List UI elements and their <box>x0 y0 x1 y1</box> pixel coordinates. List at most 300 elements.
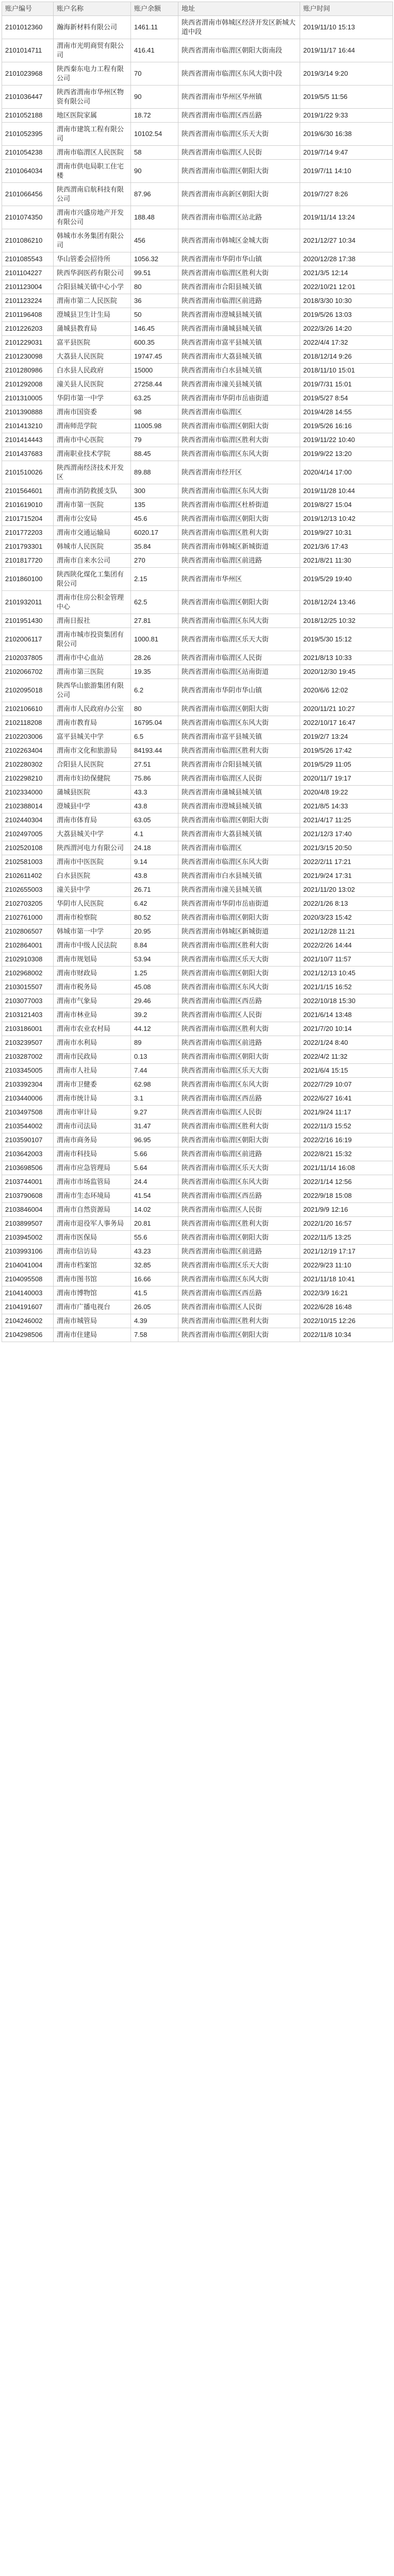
cell-time: 2021/9/24 11:17 <box>300 1106 393 1120</box>
cell-time: 2021/12/28 11:21 <box>300 925 393 939</box>
table-row <box>2 1300 393 1314</box>
cell-time: 2022/1/26 8:13 <box>300 897 393 911</box>
cell-time: 2019/4/28 14:55 <box>300 405 393 419</box>
cell-account-name: 渭南市民政局 <box>54 1050 131 1064</box>
cell-address: 陕西省渭南市临渭区乐天大街 <box>178 1259 300 1273</box>
cell-account-name: 渭南市住建局 <box>54 1328 131 1342</box>
cell-account-id: 2103846004 <box>2 1203 54 1217</box>
cell-account-name: 渭南市消防救援支队 <box>54 484 131 498</box>
table-row <box>2 252 393 266</box>
cell-balance: 39.2 <box>131 1008 178 1022</box>
table-row <box>2 498 393 512</box>
cell-time: 2022/3/26 14:20 <box>300 322 393 336</box>
cell-account-name: 潼关县中学 <box>54 883 131 897</box>
cell-address: 陕西省渭南市临渭区朝阳大街 <box>178 814 300 827</box>
cell-time: 2021/8/13 10:33 <box>300 651 393 665</box>
cell-time: 2020/6/6 12:02 <box>300 679 393 702</box>
cell-address: 陕西省渭南市临渭区人民街 <box>178 651 300 665</box>
cell-account-name: 渭南市中医医院 <box>54 855 131 869</box>
cell-account-name: 蒲城县医院 <box>54 786 131 800</box>
table-row <box>2 1161 393 1175</box>
cell-address: 陕西省渭南市临渭区朝阳大街 <box>178 591 300 614</box>
cell-balance: 45.6 <box>131 512 178 526</box>
cell-address: 陕西省渭南市经开区 <box>178 461 300 484</box>
cell-address: 陕西省渭南市临渭区乐天大街 <box>178 1064 300 1078</box>
cell-time: 2022/1/14 12:56 <box>300 1175 393 1189</box>
cell-address: 陕西省渭南市临渭区胜利大街 <box>178 939 300 953</box>
table-row <box>2 160 393 183</box>
cell-time: 2019/11/10 15:13 <box>300 16 393 39</box>
table-row <box>2 1217 393 1231</box>
cell-account-id: 2101390888 <box>2 405 54 419</box>
table-row <box>2 109 393 123</box>
cell-balance: 80.52 <box>131 911 178 925</box>
cell-account-id: 2101054238 <box>2 146 54 160</box>
cell-account-id: 2103287002 <box>2 1050 54 1064</box>
cell-account-name: 渭南市规划局 <box>54 953 131 967</box>
cell-balance: 135 <box>131 498 178 512</box>
cell-balance: 26.71 <box>131 883 178 897</box>
cell-address: 陕西省渭南市临渭区胜利大街 <box>178 526 300 540</box>
cell-time: 2019/11/22 10:40 <box>300 433 393 447</box>
account-table <box>2 2 393 1342</box>
cell-address: 陕西省渭南市临渭区东风大街 <box>178 716 300 730</box>
cell-time: 2020/11/21 10:27 <box>300 702 393 716</box>
cell-address: 陕西省渭南市华阴市岳庙街道 <box>178 392 300 405</box>
cell-account-id: 2102968002 <box>2 967 54 980</box>
cell-balance: 84193.44 <box>131 744 178 758</box>
cell-address: 陕西省渭南市韩城区经济开发区新城大道中段 <box>178 16 300 39</box>
table-row <box>2 229 393 252</box>
cell-time: 2021/8/21 11:30 <box>300 554 393 568</box>
table-row <box>2 1259 393 1273</box>
cell-address: 陕西省渭南市临渭区朝阳大街 <box>178 1231 300 1245</box>
cell-time: 2022/1/20 16:57 <box>300 1217 393 1231</box>
cell-balance: 270 <box>131 554 178 568</box>
table-row <box>2 405 393 419</box>
cell-account-id: 2103993106 <box>2 1245 54 1259</box>
cell-time: 2018/12/24 13:46 <box>300 591 393 614</box>
cell-balance: 5.64 <box>131 1161 178 1175</box>
cell-account-id: 2101951430 <box>2 614 54 628</box>
cell-address: 陕西省渭南市潼关县城关镇 <box>178 378 300 392</box>
cell-account-name: 渭南市市场监管局 <box>54 1175 131 1189</box>
table-row <box>2 280 393 294</box>
cell-balance: 24.4 <box>131 1175 178 1189</box>
cell-time: 2019/3/14 9:20 <box>300 62 393 86</box>
cell-account-id: 2103345005 <box>2 1064 54 1078</box>
cell-account-name: 渭南市税务局 <box>54 980 131 994</box>
header-time: 账户时间 <box>300 2 393 16</box>
cell-balance: 14.02 <box>131 1203 178 1217</box>
cell-account-id: 2101085543 <box>2 252 54 266</box>
cell-time: 2019/11/14 13:24 <box>300 206 393 229</box>
cell-balance: 70 <box>131 62 178 86</box>
cell-balance: 43.3 <box>131 786 178 800</box>
cell-balance: 19.35 <box>131 665 178 679</box>
cell-address: 陕西省渭南市临渭区朝阳大街 <box>178 911 300 925</box>
cell-account-name: 渭南市文化和旅游局 <box>54 744 131 758</box>
cell-account-id: 2102066702 <box>2 665 54 679</box>
cell-account-name: 大荔县城关中学 <box>54 827 131 841</box>
cell-account-id: 2102203006 <box>2 730 54 744</box>
cell-time: 2021/8/5 14:33 <box>300 800 393 814</box>
cell-account-id: 2101014711 <box>2 39 54 62</box>
table-row <box>2 322 393 336</box>
cell-address: 陕西省渭南市临渭区西岳路 <box>178 1286 300 1300</box>
cell-balance: 27258.44 <box>131 378 178 392</box>
cell-balance: 35.84 <box>131 540 178 554</box>
cell-account-id: 2101932011 <box>2 591 54 614</box>
cell-address: 陕西省渭南市韩城区新城街道 <box>178 925 300 939</box>
cell-account-id: 2104095508 <box>2 1273 54 1286</box>
cell-account-id: 2102440304 <box>2 814 54 827</box>
cell-balance: 41.54 <box>131 1189 178 1203</box>
cell-time: 2021/3/6 17:43 <box>300 540 393 554</box>
cell-address: 陕西省渭南市临渭区东风大街 <box>178 484 300 498</box>
cell-address: 陕西省渭南市临渭区人民街 <box>178 146 300 160</box>
cell-balance: 16795.04 <box>131 716 178 730</box>
cell-time: 2021/1/15 16:52 <box>300 980 393 994</box>
cell-time: 2020/12/30 19:45 <box>300 665 393 679</box>
cell-time: 2022/10/15 12:26 <box>300 1314 393 1328</box>
header-account-id: 账户编号 <box>2 2 54 16</box>
cell-account-name: 渭南市妇幼保健院 <box>54 772 131 786</box>
cell-address: 陕西省渭南市临渭区胜利大街 <box>178 1217 300 1231</box>
cell-balance: 20.81 <box>131 1217 178 1231</box>
cell-account-name: 渭南日报社 <box>54 614 131 628</box>
cell-time: 2022/6/28 16:48 <box>300 1300 393 1314</box>
cell-account-name: 渭南市兴盛房地产开发有限公司 <box>54 206 131 229</box>
cell-account-id: 2103121403 <box>2 1008 54 1022</box>
cell-account-name: 渭南市光明商贸有限公司 <box>54 39 131 62</box>
table-row <box>2 1328 393 1342</box>
cell-balance: 7.58 <box>131 1328 178 1342</box>
table-row <box>2 378 393 392</box>
cell-account-id: 2103015507 <box>2 980 54 994</box>
cell-account-name: 渭南市第二人民医院 <box>54 294 131 308</box>
cell-address: 陕西省渭南市合阳县城关镇 <box>178 280 300 294</box>
cell-account-id: 2102806507 <box>2 925 54 939</box>
table-row <box>2 1147 393 1161</box>
cell-address: 陕西省渭南市临渭区胜利大街 <box>178 433 300 447</box>
cell-time: 2021/9/24 17:31 <box>300 869 393 883</box>
cell-address: 陕西省渭南市临渭区胜利大街 <box>178 744 300 758</box>
table-row <box>2 772 393 786</box>
cell-account-id: 2104140003 <box>2 1286 54 1300</box>
cell-address: 陕西省渭南市富平县城关镇 <box>178 336 300 350</box>
cell-balance: 41.5 <box>131 1286 178 1300</box>
cell-time: 2021/6/4 15:15 <box>300 1064 393 1078</box>
cell-address: 陕西省渭南市临渭区站北路 <box>178 206 300 229</box>
cell-address: 陕西省渭南市临渭区朝阳大街 <box>178 512 300 526</box>
table-row <box>2 568 393 591</box>
cell-account-id: 2102298210 <box>2 772 54 786</box>
cell-account-name: 渭南市建筑工程有限公司 <box>54 123 131 146</box>
cell-account-id: 2102703205 <box>2 897 54 911</box>
cell-address: 陕西省渭南市临渭区乐天大街 <box>178 1161 300 1175</box>
cell-address: 陕西省渭南市临渭区胜利大街 <box>178 1022 300 1036</box>
table-row <box>2 651 393 665</box>
cell-balance: 1056.32 <box>131 252 178 266</box>
cell-account-name: 渭南市公安局 <box>54 512 131 526</box>
cell-account-name: 陕西省渭南市华州区物资有限公司 <box>54 86 131 109</box>
cell-address: 陕西省渭南市临渭区人民街 <box>178 1300 300 1314</box>
cell-account-id: 2102263404 <box>2 744 54 758</box>
cell-account-id: 2102581003 <box>2 855 54 869</box>
cell-time: 2022/4/4 17:32 <box>300 336 393 350</box>
table-row <box>2 1273 393 1286</box>
cell-time: 2022/11/3 15:52 <box>300 1120 393 1133</box>
cell-account-id: 2101619010 <box>2 498 54 512</box>
cell-address: 陕西省渭南市临渭区东风大街 <box>178 1078 300 1092</box>
table-row <box>2 980 393 994</box>
cell-account-name: 渭南市交通运输局 <box>54 526 131 540</box>
cell-balance: 7.44 <box>131 1064 178 1078</box>
cell-address: 陕西省渭南市华阴市华山镇 <box>178 679 300 702</box>
header-address: 地址 <box>178 2 300 16</box>
table-row <box>2 814 393 827</box>
cell-account-id: 2102388014 <box>2 800 54 814</box>
cell-address: 陕西省渭南市临渭区人民街 <box>178 772 300 786</box>
cell-account-name: 渭南市城市投资集团有限公司 <box>54 628 131 651</box>
cell-account-name: 渭南市检察院 <box>54 911 131 925</box>
cell-time: 2019/7/14 9:47 <box>300 146 393 160</box>
table-row <box>2 206 393 229</box>
cell-account-name: 渭南市商务局 <box>54 1133 131 1147</box>
cell-balance: 416.41 <box>131 39 178 62</box>
cell-time: 2022/9/23 11:10 <box>300 1259 393 1273</box>
cell-balance: 26.05 <box>131 1300 178 1314</box>
table-row <box>2 827 393 841</box>
cell-balance: 27.51 <box>131 758 178 772</box>
table-row <box>2 939 393 953</box>
cell-account-id: 2102095018 <box>2 679 54 702</box>
cell-address: 陕西省渭南市临渭区东风大街 <box>178 614 300 628</box>
table-row <box>2 967 393 980</box>
cell-account-name: 渭南职业技术学院 <box>54 447 131 461</box>
cell-account-name: 华山管委会招待所 <box>54 252 131 266</box>
table-row <box>2 146 393 160</box>
cell-account-id: 2103239507 <box>2 1036 54 1050</box>
cell-address: 陕西省渭南市临渭区胜利大街 <box>178 1120 300 1133</box>
table-row <box>2 855 393 869</box>
cell-account-id: 2101052188 <box>2 109 54 123</box>
cell-account-id: 2101280986 <box>2 364 54 378</box>
header-row <box>2 2 393 16</box>
cell-account-id: 2104041004 <box>2 1259 54 1273</box>
cell-account-id: 2103392304 <box>2 1078 54 1092</box>
cell-time: 2019/5/26 17:42 <box>300 744 393 758</box>
cell-time: 2019/2/7 13:24 <box>300 730 393 744</box>
table-row <box>2 1106 393 1120</box>
cell-account-name: 渭南市档案馆 <box>54 1259 131 1273</box>
header-balance: 账户余额 <box>131 2 178 16</box>
cell-time: 2021/4/17 11:25 <box>300 814 393 827</box>
cell-time: 2021/3/15 20:50 <box>300 841 393 855</box>
cell-address: 陕西省渭南市临渭区西岳路 <box>178 109 300 123</box>
cell-time: 2022/9/18 15:08 <box>300 1189 393 1203</box>
cell-address: 陕西省渭南市临渭区朝阳大街南段 <box>178 39 300 62</box>
cell-address: 陕西省渭南市临渭区 <box>178 405 300 419</box>
cell-balance: 3.1 <box>131 1092 178 1106</box>
cell-time: 2019/5/26 13:03 <box>300 308 393 322</box>
cell-balance: 9.27 <box>131 1106 178 1120</box>
cell-account-name: 渭南市中心医院 <box>54 433 131 447</box>
table-row <box>2 1064 393 1078</box>
cell-time: 2019/7/11 14:10 <box>300 160 393 183</box>
cell-time: 2022/2/26 14:44 <box>300 939 393 953</box>
cell-time: 2021/11/20 13:02 <box>300 883 393 897</box>
cell-balance: 90 <box>131 160 178 183</box>
cell-balance: 8.84 <box>131 939 178 953</box>
cell-time: 2019/9/27 10:31 <box>300 526 393 540</box>
cell-account-name: 渭南市信访局 <box>54 1245 131 1259</box>
cell-time: 2019/5/26 16:16 <box>300 419 393 433</box>
table-row <box>2 1245 393 1259</box>
cell-address: 陕西省渭南市临渭区前进路 <box>178 1245 300 1259</box>
cell-account-name: 渭南市自然资源局 <box>54 1203 131 1217</box>
cell-account-name: 大荔县人民医院 <box>54 350 131 364</box>
table-row <box>2 554 393 568</box>
table-row <box>2 1050 393 1064</box>
cell-balance: 43.8 <box>131 869 178 883</box>
table-row <box>2 1120 393 1133</box>
cell-time: 2022/1/24 8:40 <box>300 1036 393 1050</box>
cell-account-name: 渭南市审计局 <box>54 1106 131 1120</box>
cell-address: 陕西省渭南市临渭区乐天大街 <box>178 123 300 146</box>
table-row <box>2 364 393 378</box>
cell-account-name: 陕西华山旅游集团有限公司 <box>54 679 131 702</box>
cell-account-name: 渭南市气象局 <box>54 994 131 1008</box>
cell-account-name: 合阳县人民医院 <box>54 758 131 772</box>
table-row <box>2 1189 393 1203</box>
cell-address: 陕西省渭南市临渭区人民街 <box>178 1106 300 1120</box>
cell-account-id: 2101012360 <box>2 16 54 39</box>
cell-balance: 98 <box>131 405 178 419</box>
table-row <box>2 1092 393 1106</box>
cell-balance: 99.51 <box>131 266 178 280</box>
cell-balance: 50 <box>131 308 178 322</box>
cell-balance: 58 <box>131 146 178 160</box>
cell-account-name: 渭南市退役军人事务局 <box>54 1217 131 1231</box>
cell-balance: 79 <box>131 433 178 447</box>
cell-address: 陕西省渭南市临渭区乐天大街 <box>178 628 300 651</box>
cell-account-id: 2103186001 <box>2 1022 54 1036</box>
cell-account-name: 韩城市人民医院 <box>54 540 131 554</box>
table-row <box>2 869 393 883</box>
cell-account-name: 渭南市中心血站 <box>54 651 131 665</box>
cell-account-id: 2102864001 <box>2 939 54 953</box>
cell-account-name: 渭南市水利局 <box>54 1036 131 1050</box>
table-row <box>2 679 393 702</box>
cell-account-name: 合阳县城关镇中心小学 <box>54 280 131 294</box>
cell-account-name: 韩城市第一中学 <box>54 925 131 939</box>
cell-account-id: 2101086210 <box>2 229 54 252</box>
cell-account-name: 渭南市自来水公司 <box>54 554 131 568</box>
cell-balance: 11005.98 <box>131 419 178 433</box>
cell-account-name: 蒲城县教育局 <box>54 322 131 336</box>
cell-account-name: 白水县医院 <box>54 869 131 883</box>
cell-account-name: 白水县人民政府 <box>54 364 131 378</box>
cell-balance: 53.94 <box>131 953 178 967</box>
cell-balance: 6020.17 <box>131 526 178 540</box>
cell-account-name: 地区医院家属 <box>54 109 131 123</box>
cell-time: 2022/3/9 16:21 <box>300 1286 393 1300</box>
table-header <box>2 2 393 16</box>
table-row <box>2 16 393 39</box>
table-row <box>2 433 393 447</box>
cell-address: 陕西省渭南市华阴市岳庙街道 <box>178 897 300 911</box>
cell-account-id: 2101023968 <box>2 62 54 86</box>
cell-account-name: 渭南市国资委 <box>54 405 131 419</box>
cell-balance: 28.26 <box>131 651 178 665</box>
cell-account-name: 陕西秦东电力工程有限公司 <box>54 62 131 86</box>
cell-address: 陕西省渭南市临渭区东风大街 <box>178 1175 300 1189</box>
cell-account-name: 渭南市卫健委 <box>54 1078 131 1092</box>
cell-address: 陕西省渭南市白水县城关镇 <box>178 364 300 378</box>
cell-balance: 6.2 <box>131 679 178 702</box>
cell-address: 陕西省渭南市临渭区胜利大街 <box>178 266 300 280</box>
cell-account-name: 渭南市司法局 <box>54 1120 131 1133</box>
table-row <box>2 484 393 498</box>
table-row <box>2 897 393 911</box>
cell-account-name: 渭南市住房公积金管理中心 <box>54 591 131 614</box>
cell-account-name: 澄城县卫生计生局 <box>54 308 131 322</box>
cell-account-id: 2103642003 <box>2 1147 54 1161</box>
cell-account-id: 2103698506 <box>2 1161 54 1175</box>
cell-time: 2019/8/27 15:04 <box>300 498 393 512</box>
cell-account-id: 2101793301 <box>2 540 54 554</box>
cell-account-id: 2104246002 <box>2 1314 54 1328</box>
cell-account-id: 2104298506 <box>2 1328 54 1342</box>
cell-address: 陕西省渭南市临渭区乐天大街 <box>178 953 300 967</box>
cell-address: 陕西省渭南市白水县城关镇 <box>178 869 300 883</box>
table-row <box>2 1231 393 1245</box>
cell-account-name: 渭南市图书馆 <box>54 1273 131 1286</box>
cell-time: 2020/4/8 19:22 <box>300 786 393 800</box>
cell-balance: 0.13 <box>131 1050 178 1064</box>
cell-time: 2019/5/5 11:56 <box>300 86 393 109</box>
cell-time: 2021/10/7 11:57 <box>300 953 393 967</box>
cell-address: 陕西省渭南市潼关县城关镇 <box>178 883 300 897</box>
table-row <box>2 350 393 364</box>
cell-account-id: 2102106610 <box>2 702 54 716</box>
cell-account-id: 2101196408 <box>2 308 54 322</box>
cell-time: 2021/12/19 17:17 <box>300 1245 393 1259</box>
cell-address: 陕西省渭南市临渭区前进路 <box>178 1036 300 1050</box>
cell-balance: 600.35 <box>131 336 178 350</box>
cell-account-id: 2103077003 <box>2 994 54 1008</box>
table-row <box>2 39 393 62</box>
cell-balance: 43.23 <box>131 1245 178 1259</box>
cell-account-id: 2101414443 <box>2 433 54 447</box>
table-row <box>2 1133 393 1147</box>
cell-time: 2022/11/5 13:25 <box>300 1231 393 1245</box>
cell-balance: 10102.54 <box>131 123 178 146</box>
cell-account-id: 2101817720 <box>2 554 54 568</box>
cell-account-id: 2103497508 <box>2 1106 54 1120</box>
cell-account-name: 渭南市临渭区人民医院 <box>54 146 131 160</box>
cell-address: 陕西省渭南市临渭区朝阳大街 <box>178 160 300 183</box>
cell-address: 陕西省渭南市临渭区前进路 <box>178 1147 300 1161</box>
cell-address: 陕西省渭南市华州区华州镇 <box>178 86 300 109</box>
table-row <box>2 1203 393 1217</box>
cell-account-id: 2101292008 <box>2 378 54 392</box>
cell-account-name: 澄城县中学 <box>54 800 131 814</box>
cell-account-id: 2102334000 <box>2 786 54 800</box>
table-row <box>2 591 393 614</box>
